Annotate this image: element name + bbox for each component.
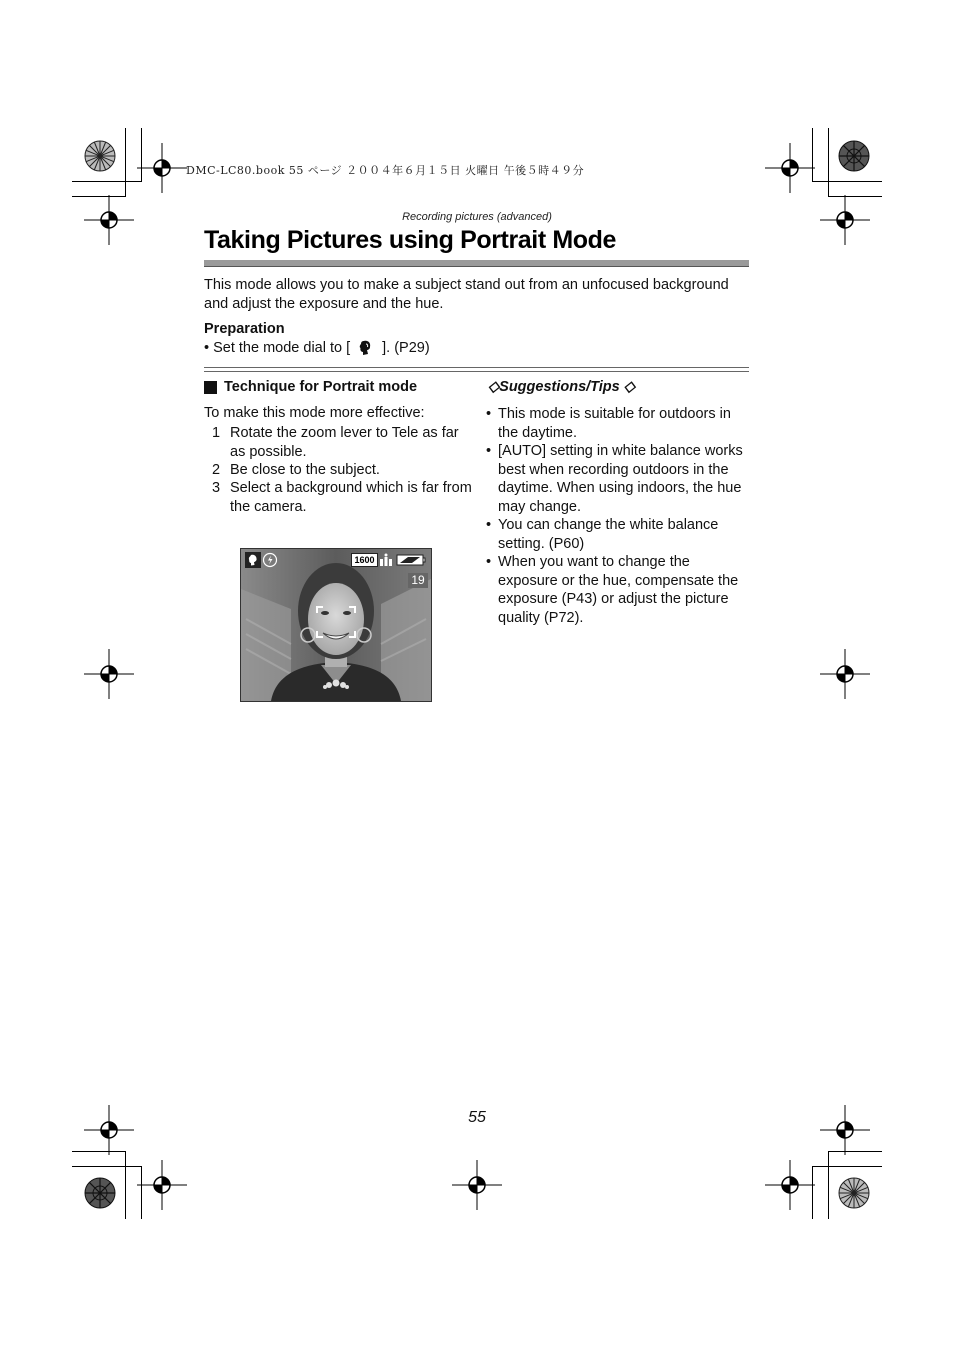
registration-mark-icon <box>137 1160 187 1210</box>
tip-item: • You can change the white balance setting. (P60) <box>486 516 752 553</box>
sunburst-target-icon <box>84 140 116 172</box>
portrait-photo-illustration <box>241 549 431 701</box>
technique-step <box>204 461 474 480</box>
section-divider <box>204 371 749 372</box>
tip-item: • This mode is suitable for outdoors in the daytime. <box>486 405 752 442</box>
portrait-mode-icon <box>355 339 377 357</box>
preparation-title: Preparation <box>204 321 285 337</box>
step-text: Select a background which is far from the camera. <box>230 480 472 515</box>
page-title: Taking Pictures using Portrait Mode <box>204 226 616 254</box>
step-text: Rotate the zoom lever to Tele as far as possible. <box>230 425 459 460</box>
technique-step <box>204 479 474 516</box>
osd-mode-icons <box>245 552 279 568</box>
step-number: 1 <box>212 425 221 441</box>
sunburst-target-icon <box>838 1177 870 1209</box>
section-header: Recording pictures (advanced) <box>402 211 552 223</box>
intro-paragraph: This mode allows you to make a subject stand out from an unfocused background and adjust the exposure and the hue. <box>204 277 729 312</box>
technique-intro: To make this mode more effective: <box>204 405 425 421</box>
registration-mark-icon <box>84 649 134 699</box>
sunburst-target-icon <box>84 1177 116 1209</box>
title-rule <box>204 260 749 267</box>
tip-text: [AUTO] setting in white balance works best when recording outdoors in the daytime. When using indoors, the hue may change. <box>498 443 743 515</box>
preparation-text-before: • Set the mode dial to [ <box>204 340 351 356</box>
tip-text: This mode is suitable for outdoors in the daytime. <box>498 406 731 441</box>
registration-mark-icon <box>765 1160 815 1210</box>
registration-mark-icon <box>137 143 187 193</box>
tip-text: You can change the white balance setting. (P60) <box>498 517 719 552</box>
tip-text: When you want to change the exposure or the hue, compensate the exposure (P43) or adjust the picture quality (P72). <box>498 554 739 626</box>
technique-heading-text: Technique for Portrait mode <box>224 379 418 395</box>
tip-item: • [AUTO] setting in white balance works best when recording outdoors in the daytime. When using indoors, the hue may change. <box>486 442 752 516</box>
battery-icon <box>396 554 426 566</box>
technique-step <box>204 424 474 461</box>
section-divider <box>204 367 749 368</box>
registration-mark-icon <box>765 143 815 193</box>
page-number: 55 <box>468 1109 486 1126</box>
step-number: 2 <box>212 462 221 478</box>
shots-remaining: 19 <box>408 573 428 588</box>
registration-mark-icon <box>452 1160 502 1210</box>
step-text: Be close to the subject. <box>230 462 380 478</box>
tip-item: • When you want to change the exposure or the hue, compensate the exposure (P43) or adjust the picture quality (P72). <box>486 553 752 627</box>
tips-heading: ◇Suggestions/Tips ◇ <box>488 379 635 395</box>
camera-screen-photo <box>240 548 432 702</box>
step-number: 3 <box>212 480 221 496</box>
technique-heading <box>204 379 417 395</box>
square-bullet-icon <box>204 381 217 394</box>
preparation-text-after: ]. (P29) <box>382 340 430 356</box>
quality-icon <box>379 553 393 567</box>
preparation-instruction <box>204 339 430 357</box>
registration-mark-icon <box>820 649 870 699</box>
osd-resolution: 1600 <box>351 553 378 567</box>
print-header: DMC-LC80.book 55 ページ ２００４年６月１５日 火曜日 午後５時４９分 <box>186 164 585 177</box>
sunburst-target-icon <box>838 140 870 172</box>
